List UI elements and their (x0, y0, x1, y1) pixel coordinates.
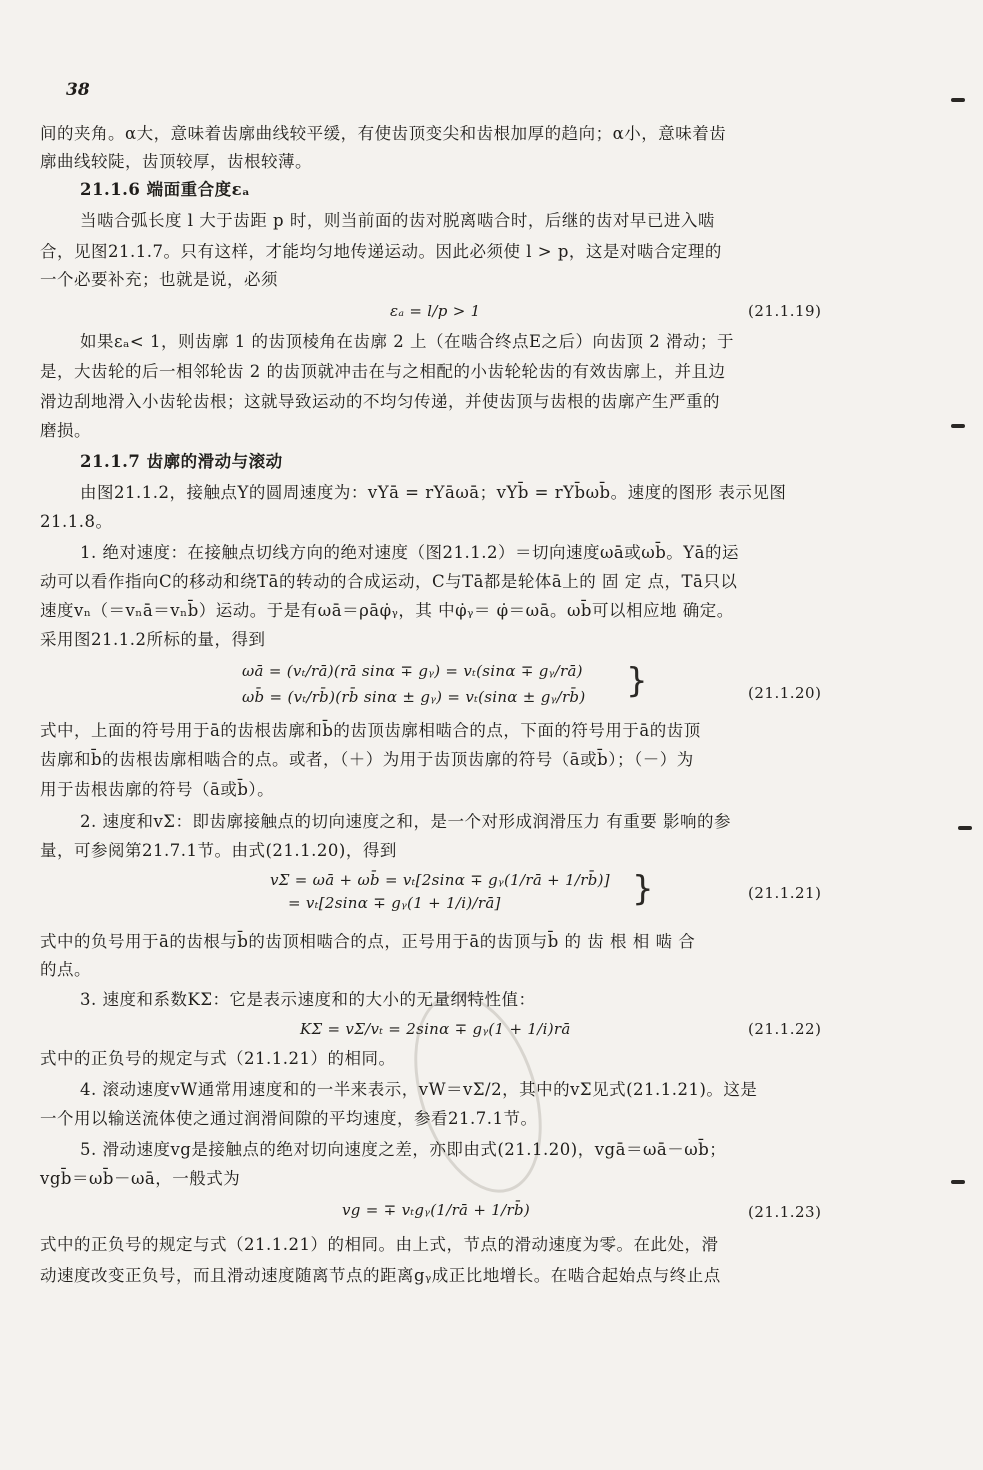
margin-mark (951, 98, 965, 102)
text-line: 滑边刮地滑入小齿轮齿根；这就导致运动的不均匀传递，并使齿顶与齿根的齿廓产生严重的 (40, 392, 720, 411)
equation-number: (21.1.23) (748, 1203, 822, 1221)
margin-mark (958, 826, 972, 830)
text-line: 5. 滑动速度vg是接触点的绝对切向速度之差，亦即由式(21.1.20)，vgā＝ωā－ωb̄； (80, 1140, 727, 1159)
section-heading: 21.1.6 端面重合度εₐ (80, 180, 251, 199)
text-line: 一个必要补充；也就是说，必须 (40, 270, 278, 289)
margin-mark (951, 424, 965, 428)
text-line: 式中的正负号的规定与式（21.1.21）的相同。 (40, 1049, 396, 1068)
equation: = vₜ[2sinα ∓ gᵧ(1 + 1/i)/rā] (288, 894, 501, 912)
text-line: 1. 绝对速度：在接触点切线方向的绝对速度（图21.1.2）＝切向速度ωā或ωb̄。Yā的运 (80, 543, 740, 562)
text-line: 3. 速度和系数KΣ：它是表示速度和的大小的无量纲特性值： (80, 990, 536, 1009)
text-line: 式中，上面的符号用于ā的齿根齿廓和b̄的齿顶齿廓相啮合的点，下面的符号用于ā的齿顶 (40, 721, 701, 740)
equation: KΣ = vΣ/vₜ = 2sinα ∓ gᵧ(1 + 1/i)rā (300, 1020, 571, 1038)
right-brace: } (626, 661, 648, 701)
equation: vg = ∓ vₜgᵧ(1/rā + 1/rb̄) (342, 1201, 531, 1219)
text-line: 式中的正负号的规定与式（21.1.21）的相同。由上式，节点的滑动速度为零。在此处，滑 (40, 1235, 719, 1254)
text-line: 由图21.1.2，接触点Y的圆周速度为：vYā = rYāωā；vYb̄ = rYb̄ωb̄。速度的图形 表示见图 (80, 483, 787, 502)
text-line: 间的夹角。α大，意味着齿廓曲线较平缓，有使齿顶变尖和齿根加厚的趋向；α小，意味着齿 (40, 124, 727, 143)
text-line: 21.1.8。 (40, 512, 113, 531)
text-line: 式中的负号用于ā的齿根与b̄的齿顶相啮合的点，正号用于ā的齿顶与b̄ 的 齿 根 相 啮 合 (40, 932, 696, 951)
equation-number: (21.1.22) (748, 1020, 822, 1038)
equation: ωb̄ = (vₜ/rb̄)(rb̄ sinα ± gᵧ) = vₜ(sinα ± gᵧ/rb̄) (242, 688, 586, 706)
margin-mark (951, 1180, 965, 1184)
text-line: 采用图21.1.2所标的量，得到 (40, 630, 266, 649)
text-line: 的点。 (40, 960, 91, 979)
right-brace: } (632, 869, 654, 909)
text-line: 量，可参阅第21.7.1节。由式(21.1.20)，得到 (40, 841, 397, 860)
text-line: 用于齿根齿廓的符号（ā或b̄）。 (40, 780, 275, 799)
equation: vΣ = ωā + ωb̄ = vₜ[2sinα ∓ gᵧ(1/rā + 1/rb̄)] (270, 871, 610, 889)
text-line: 磨损。 (40, 421, 91, 440)
text-line: 是，大齿轮的后一相邻轮齿 2 的齿顶就冲击在与之相配的小齿轮轮齿的有效齿廓上，并且边 (40, 362, 726, 381)
equation-number: (21.1.20) (748, 684, 822, 702)
page-number: 38 (66, 80, 90, 100)
text-line: 速度vₙ（＝vₙā＝vₙb̄）运动。于是有ωā＝ρāφ̇ᵧ，其 中φ̇ᵧ＝ φ̇＝ωā。ωb̄可以相应地 确定。 (40, 601, 734, 620)
text-line: 动速度改变正负号，而且滑动速度随离节点的距离gᵧ成正比地增长。在啮合起始点与终止点 (40, 1266, 721, 1285)
text-line: 一个用以输送流体使之通过润滑间隙的平均速度，参看21.7.1节。 (40, 1109, 538, 1128)
text-line: 当啮合弧长度 l 大于齿距 p 时，则当前面的齿对脱离啮合时，后继的齿对早已进入啮 (80, 211, 715, 230)
text-line: 2. 速度和vΣ：即齿廓接触点的切向速度之和，是一个对形成润滑压力 有重要 影响的参 (80, 812, 731, 831)
text-line: 廓曲线较陡，齿顶较厚，齿根较薄。 (40, 152, 312, 171)
text-line: 4. 滚动速度vW通常用速度和的一半来表示，vW＝vΣ/2，其中的vΣ见式(21.1.21)。这是 (80, 1080, 758, 1099)
equation: εₐ = l/p > 1 (390, 302, 481, 320)
section-heading: 21.1.7 齿廓的滑动与滚动 (80, 452, 283, 471)
text-line: vgb̄＝ωb̄－ωā，一般式为 (40, 1169, 241, 1188)
equation-number: (21.1.21) (748, 884, 822, 902)
text-line: 合，见图21.1.7。只有这样，才能均匀地传递运动。因此必须使 l > p，这是对啮合定理的 (40, 242, 722, 261)
text-line: 动可以看作指向C的移动和绕Tā的转动的合成运动，C与Tā都是轮体ā上的 固 定 点，Tā只以 (40, 572, 738, 591)
text-line: 齿廓和b̄的齿根齿廓相啮合的点。或者，（＋）为用于齿顶齿廓的符号（ā或b̄）；（－）为 (40, 750, 694, 769)
text-line: 如果εₐ< 1，则齿廓 1 的齿顶棱角在齿廓 2 上（在啮合终点E之后）向齿顶 2 滑动；于 (80, 332, 734, 351)
equation-number: (21.1.19) (748, 302, 822, 320)
equation: ωā = (vₜ/rā)(rā sinα ∓ gᵧ) = vₜ(sinα ∓ gᵧ/rā) (242, 662, 583, 680)
